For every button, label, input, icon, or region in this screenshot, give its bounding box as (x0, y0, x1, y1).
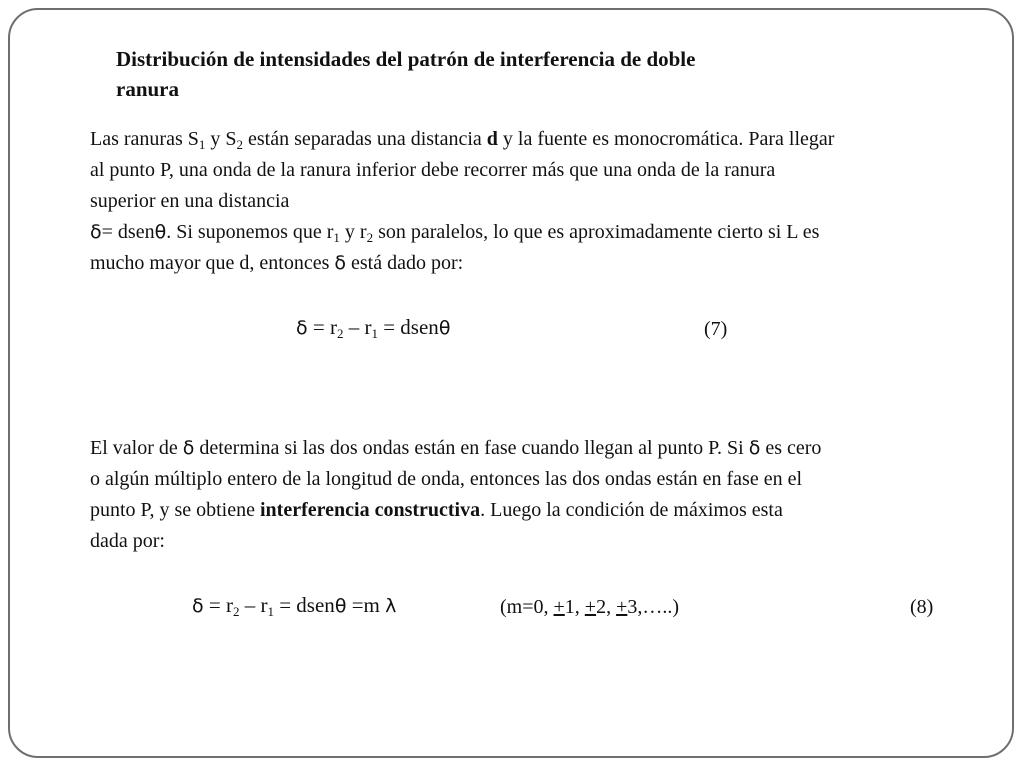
constructive-interference-term: interferencia constructiva (260, 499, 481, 521)
paragraph-path-difference (90, 124, 960, 279)
para2-line-2: o algún múltiplo entero de la longitud de onda, entonces las dos ondas están en fase en el (90, 468, 803, 490)
equation-8: $\delta = r_2 - r_1$ = dsenθ =m λ (192, 593, 397, 619)
para1-line-3: superior en una distancia (90, 190, 290, 212)
para1-line-2: al punto P, una onda de la ranura inferior debe recorrer más que una onda de la ranura (90, 159, 776, 181)
equation-8-condition: (m=0, +1, +2, +3,…..) (500, 596, 680, 618)
para1-line-4: δ= dsenθ. Si suponemos que $r_1$ y $r_2$ son paralelos, lo que es aproximadamente cierto si L es (90, 221, 820, 245)
para1-line-5: mucho mayor que d, entonces δ está dado por: (90, 252, 464, 274)
equation-7-number: (7) (704, 318, 728, 340)
para1-line-1: Las ranuras $S_1$ y $S_2$ están separadas una distancia d y la fuente es monocromática. Para llegar (90, 128, 835, 152)
para2-line-4: dada por: (90, 530, 165, 552)
paragraph-constructive-interference (90, 433, 960, 557)
distance-d: d (486, 128, 498, 150)
slide-frame (8, 8, 1014, 758)
title-line-1: Distribución de intensidades del patrón de interferencia de doble (116, 47, 696, 71)
para2-line-1: El valor de δ determina si las dos ondas están en fase cuando llegan al punto P. Si δ es cero (90, 437, 822, 459)
equation-8-number: (8) (910, 596, 934, 618)
equation-7: $\delta = r_2 - r_1$ = dsenθ (296, 315, 451, 341)
slide-title (116, 44, 856, 104)
title-line-2: ranura (116, 77, 179, 101)
para2-line-3: punto P, y se obtiene interferencia constructiva. Luego la condición de máximos esta (90, 499, 783, 521)
